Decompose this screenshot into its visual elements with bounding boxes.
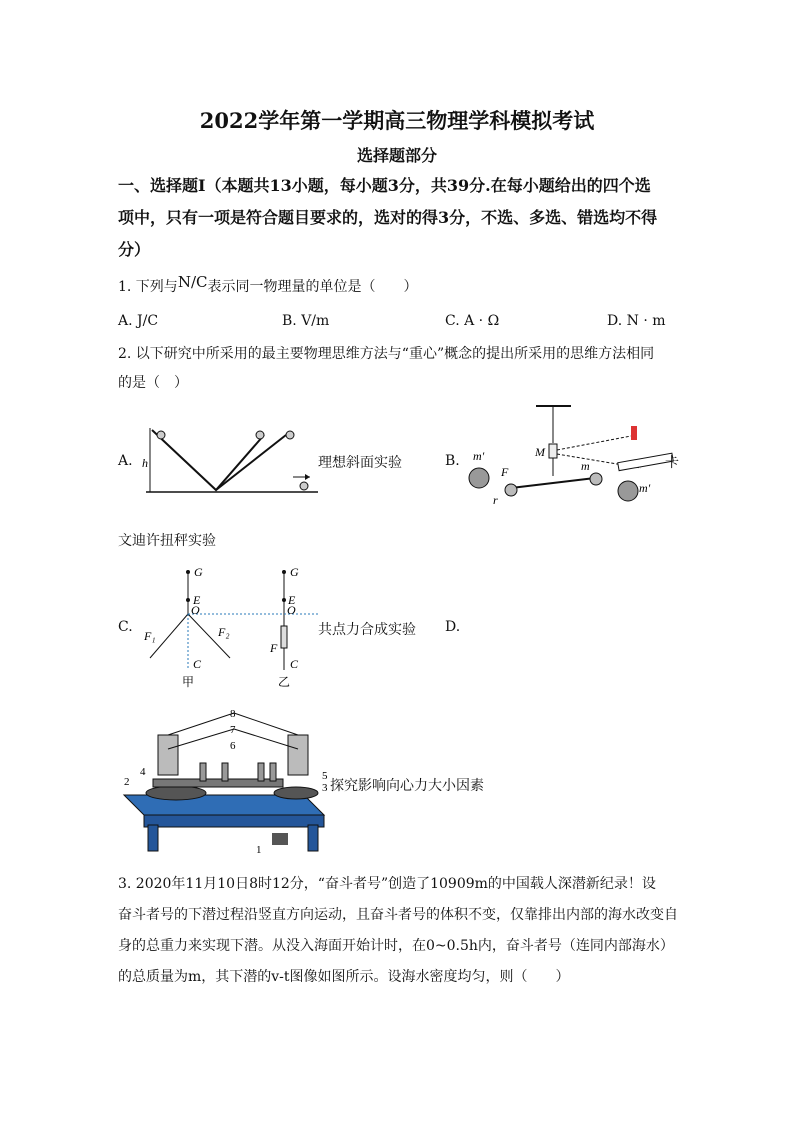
small-mass-label: m	[581, 459, 590, 473]
q2-option-a-label[interactable]: A.	[118, 453, 133, 469]
centripetal-force-apparatus	[118, 705, 328, 857]
ideal-slope-diagram	[138, 420, 328, 500]
apparatus-label-5: 5	[322, 770, 328, 782]
point-c-right: C	[290, 657, 299, 671]
section-subtitle: 选择题部分	[356, 146, 437, 165]
big-mass-label-left: m′	[473, 449, 485, 463]
apparatus-label-3: 3	[322, 782, 328, 794]
q1-option-c[interactable]: C. A · Ω	[445, 313, 500, 329]
question-2-line2: 的是（ ）	[118, 375, 188, 391]
question-3-line1: 3. 2020年11月10日8时12分，“奋斗者号”创造了10909m的中国载人深潜新纪录！设	[118, 876, 656, 892]
q1-option-a[interactable]: A. J/C	[118, 313, 159, 329]
question-3-line3: 身的总重力来实现下潜。从没入海面开始计时，在0~0.5h内，奋斗者号（连同内部海水）	[118, 938, 674, 954]
q1-suffix: 表示同一物理量的单位是（ ）	[207, 279, 418, 295]
ideal-slope-caption: 理想斜面实验	[318, 455, 402, 471]
q1-option-b[interactable]: B. V/m	[282, 313, 330, 329]
figure-yi-label: 乙	[278, 675, 291, 689]
apparatus-label-1: 1	[256, 844, 262, 856]
point-e-right: E	[288, 593, 296, 607]
question-3-line2: 奋斗者号的下潜过程沿竖直方向运动，且奋斗者号的体积不变，仅靠排出内部的海水改变自	[118, 907, 678, 923]
force-label: F	[501, 465, 509, 479]
q1-prefix: 1. 下列与	[118, 279, 178, 295]
point-g-left: G	[194, 565, 203, 579]
q1-option-d[interactable]: D. N · m	[607, 313, 666, 329]
apparatus-label-4: 4	[140, 766, 146, 778]
section-instructions-line1: 一、选择题Ⅰ（本题共13小题，每小题3分，共39分.在每小题给出的四个选	[118, 176, 651, 195]
height-label: h	[142, 456, 148, 470]
mirror-label: M	[535, 445, 545, 459]
distance-label: r	[493, 493, 498, 507]
force-composition-caption: 共点力合成实验	[318, 622, 416, 638]
question-1-stem	[118, 273, 418, 297]
section-instructions-line3: 分）	[118, 240, 151, 259]
q2-option-d-label[interactable]: D.	[445, 619, 461, 635]
apparatus-label-6: 6	[230, 740, 236, 752]
big-mass-label-right: m′	[639, 481, 651, 495]
question-2-line1: 2. 以下研究中所采用的最主要物理思维方法与“重心”概念的提出所采用的思维方法相同	[118, 346, 655, 362]
force-f1-label: F₁	[144, 629, 156, 643]
torsion-card-label: 卡	[665, 455, 679, 471]
point-g-right: G	[290, 565, 299, 579]
q2-option-b-label[interactable]: B.	[445, 453, 460, 469]
apparatus-label-7: 7	[230, 724, 236, 736]
q2-option-c-label[interactable]: C.	[118, 619, 133, 635]
centripetal-force-caption: 探究影响向心力大小因素	[330, 778, 484, 794]
page-title: 2022学年第一学期高三物理学科模拟考试	[199, 108, 595, 133]
apparatus-label-8: 8	[230, 708, 236, 720]
force-f2-label: F₂	[218, 625, 230, 639]
point-c-left: C	[193, 657, 202, 671]
force-composition-diagram	[138, 562, 318, 690]
figure-jia-label: 甲	[182, 675, 195, 689]
question-3-line4: 的总质量为m，其下潜的v-t图像如图所示。设海水密度均匀，则（ ）	[118, 969, 570, 985]
torsion-balance-diagram	[463, 398, 681, 523]
torsion-balance-caption: 文迪许扭秤实验	[118, 533, 216, 549]
point-e-left: E	[193, 593, 201, 607]
apparatus-label-2: 2	[124, 776, 130, 788]
force-f-label: F	[270, 641, 278, 655]
section-instructions-line2: 项中，只有一项是符合题目要求的，选对的得3分，不选、多选、错选均不得	[118, 208, 658, 227]
point-o-right: O	[287, 603, 296, 617]
q1-unit: N/C	[177, 273, 208, 291]
point-o-left: O	[191, 603, 200, 617]
